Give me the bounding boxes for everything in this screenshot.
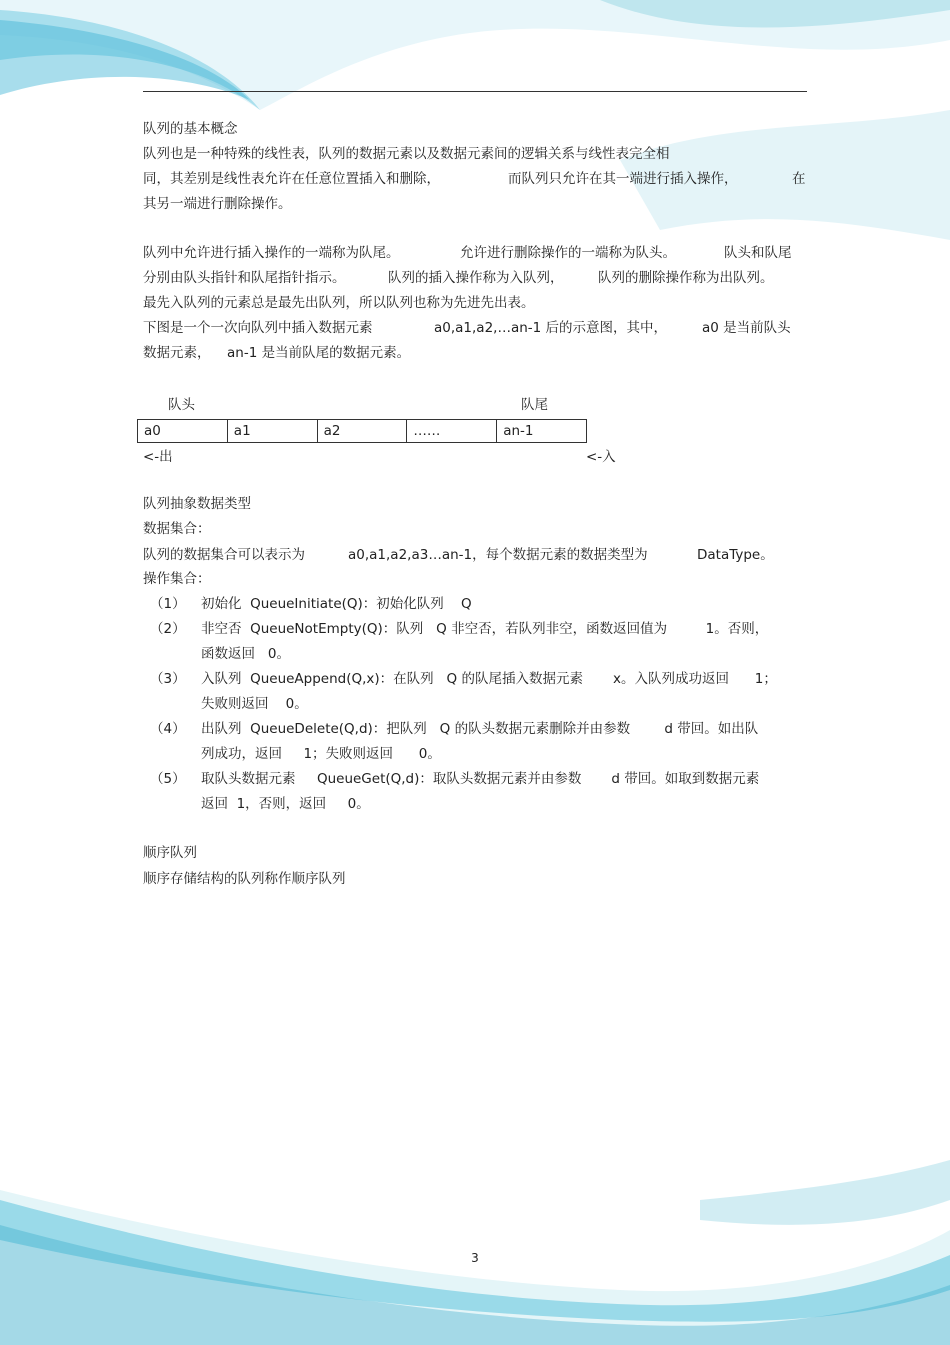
paragraph-line: 数据元素，: [143, 345, 211, 361]
paragraph-segment: 而队列只允许在其一端进行插入操作，: [508, 171, 738, 187]
op-text: 函数返回 0。: [201, 646, 290, 662]
data-set-text: a0,a1,a2,a3…an-1，每个数据元素的数据类型为: [348, 547, 648, 563]
queue-cell: a1: [227, 420, 317, 443]
op-text: 失败则返回 0。: [201, 696, 308, 712]
op-number: （2）: [150, 621, 186, 637]
page-number: 3: [471, 1251, 479, 1265]
op-text: 列成功，返回 1；失败则返回 0。: [201, 746, 441, 762]
op-text: 取队头数据元素 QueueGet(Q,d)：取队头数据元素并由参数 d 带回。如取到数据元素: [201, 771, 760, 787]
paragraph-line: 下图是一个一次向队列中插入数据元素: [143, 320, 373, 336]
queue-out-label: <-出: [143, 449, 173, 465]
queue-cell: a0: [138, 420, 228, 443]
header-rule: [143, 91, 807, 92]
queue-cell: a2: [317, 420, 407, 443]
paragraph-line: 其另一端进行删除操作。: [143, 196, 292, 212]
ops-title: 操作集合：: [143, 571, 211, 587]
op-number: （4）: [150, 721, 186, 737]
section-title-sequential-queue: 顺序队列: [143, 845, 197, 861]
section-title-adt: 队列抽象数据类型: [143, 496, 251, 512]
paragraph-segment: a0,a1,a2,…an-1 后的示意图，其中，: [434, 320, 668, 336]
op-text: 入队列 QueueAppend(Q,x)：在队列 Q 的队尾插入数据元素 x。入队列成功返回 1；: [201, 671, 777, 687]
data-set-title: 数据集合：: [143, 521, 211, 537]
paragraph-segment: 队列的删除操作称为出队列。: [598, 270, 774, 286]
paragraph-segment: 在: [792, 171, 806, 187]
op-text: 返回 1，否则，返回 0。: [201, 796, 370, 812]
paragraph-segment: 队头和队尾: [724, 245, 792, 261]
section-title-basic-concept: 队列的基本概念: [143, 121, 238, 137]
op-text: 非空否 QueueNotEmpty(Q)：队列 Q 非空否，若队列非空，函数返回值为 1。否则，: [201, 621, 769, 637]
queue-head-label: 队头: [168, 397, 195, 413]
queue-tail-label: 队尾: [521, 397, 548, 413]
paragraph-line: 最先入队列的元素总是最先出队列，所以队列也称为先进先出表。: [143, 295, 535, 311]
queue-cell: an-1: [497, 420, 587, 443]
paragraph-line: 队列中允许进行插入操作的一端称为队尾。: [143, 245, 400, 261]
paragraph-segment: an-1 是当前队尾的数据元素。: [227, 345, 411, 361]
paragraph-segment: 队列的插入操作称为入队列，: [388, 270, 564, 286]
paragraph-line: 队列也是一种特殊的线性表，队列的数据元素以及数据元素间的逻辑关系与线性表完全相: [143, 146, 670, 162]
paragraph-segment: 允许进行删除操作的一端称为队头。: [460, 245, 676, 261]
op-text: 出队列 QueueDelete(Q,d)：把队列 Q 的队头数据元素删除并由参数 d 带回。如出队: [201, 721, 759, 737]
op-number: （3）: [150, 671, 186, 687]
op-number: （1）: [150, 596, 186, 612]
queue-diagram: [137, 419, 587, 443]
paragraph-line: 顺序存储结构的队列称作顺序队列: [143, 871, 346, 887]
paragraph-line: 同，其差别是线性表允许在任意位置插入和删除，: [143, 171, 440, 187]
data-set-text: DataType。: [697, 547, 774, 563]
queue-in-label: <-入: [586, 449, 616, 465]
data-set-text: 队列的数据集合可以表示为: [143, 547, 305, 563]
paragraph-line: 分别由队头指针和队尾指针指示。: [143, 270, 346, 286]
paragraph-segment: a0 是当前队头: [702, 320, 791, 336]
queue-cell: ……: [407, 420, 497, 443]
op-number: （5）: [150, 771, 186, 787]
op-text: 初始化 QueueInitiate(Q)：初始化队列 Q: [201, 596, 472, 612]
